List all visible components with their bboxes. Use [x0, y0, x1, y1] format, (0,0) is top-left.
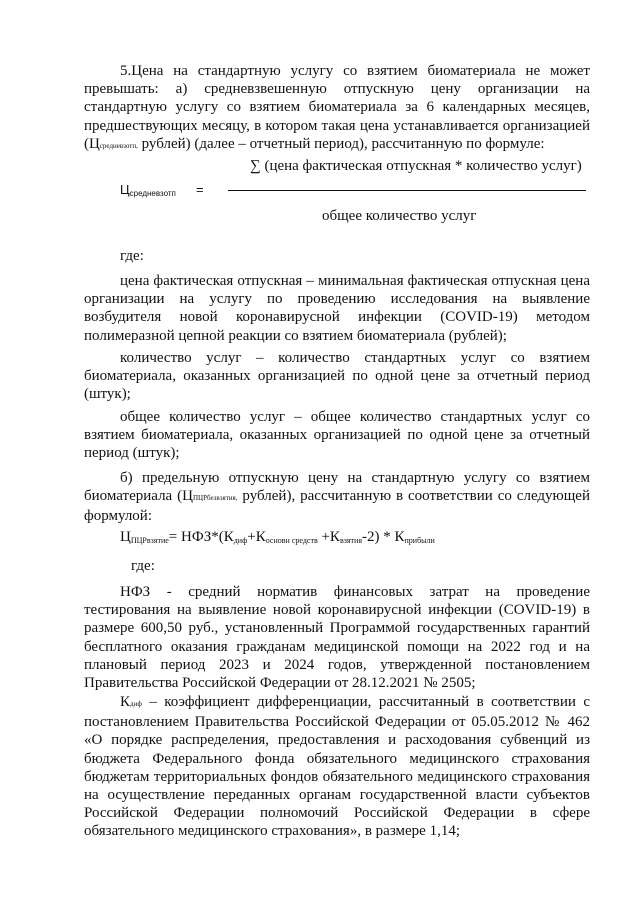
definition-total: общее количество услуг – общее количество стандартных услуг со взятием биоматериала, оказанных организацией по одной цене за отчетный период (штук);: [84, 409, 590, 462]
formula-1-numerator: ∑ (цена фактическая отпускная * количество услуг): [250, 158, 582, 174]
paragraph-5: [84, 62, 590, 155]
definition-kdif-text: – коэффициент дифференциации, рассчитанный в соответствии с постановлением Правительства Российской Федерации от 05.05.2012 № 462 «О порядке распределения, предоставления и расходования субвенций из бюджета Федерального фонда обязательного медицинского страхования бюджетам территориальных фондов обязательного медицинского страхования на осуществление переданных органам государственной власти субъектов Российской Федерации полномочий Российской Федерации в сфере обязательного медицинского страхования», в размере 1,14;: [84, 694, 590, 840]
paragraph-5-text: 5.Цена на стандартную услугу со взятием биоматериала не может превышать: а) средневзвешенную отпускную цену организации на стандартную услугу со взятием биоматериала за 6 календарных месяцев, предшествующих месяцу, в котором такая цена устанавливается организацией (Ц: [84, 63, 590, 152]
formula-2-c: Ц: [120, 529, 131, 545]
formula-2-c-subscript: ПЦРвзятие: [130, 536, 169, 545]
formula-2-nfz: = НФЗ*(К: [168, 529, 234, 545]
where-label-2: где:: [131, 558, 155, 574]
paragraph-b-subscript: ПЦРбезвзятия,: [192, 494, 238, 503]
formula-1-lhs-subscript: средневзотп: [129, 189, 176, 198]
formula-1-denominator: общее количество услуг: [322, 208, 477, 224]
definition-count: количество услуг – количество стандартных услуг со взятием биоматериала, оказанных организацией по одной цене за отчетный период (штук);: [84, 350, 590, 403]
formula-2-kdif-subscript: диф: [233, 536, 248, 545]
where-label-1: где:: [120, 248, 144, 264]
formula-2-plus-1: +К: [247, 529, 266, 545]
definition-kdif: [84, 693, 590, 841]
definition-price: цена фактическая отпускная – минимальная фактическая отпускная цена организации на услугу по проведению исследования на выявление возбудителя новой коронавирусной инфекции (COVID-19) методом полимеразной цепной реакции со взятием биоматериала (рублей);: [84, 273, 590, 344]
formula-1-lhs-main: Ц: [120, 182, 130, 197]
formula-1-fraction-bar: [228, 190, 586, 191]
paragraph-5-subscript: средневзотп,: [99, 141, 138, 150]
formula-2-kos-subscript: основн средств: [265, 536, 318, 545]
paragraph-b-text: б) предельную отпускную цену на стандартную услугу со взятием биоматериала (Ц: [84, 470, 590, 505]
paragraph-b: [84, 469, 590, 526]
formula-2-kpr-subscript: прибыли: [404, 536, 435, 545]
formula-2-plus-2: +К: [317, 529, 340, 545]
formula-2-tail: -2) * К: [362, 529, 405, 545]
definition-kdif-subscript: диф: [130, 700, 142, 708]
definition-nfz: НФЗ - средний норматив финансовых затрат на проведение тестирования на выявление новой коронавирусной инфекции (COVID-19) в размере 600,50 руб., установленный Программой государственных гарантий бесплатного оказания гражданам медицинской помощи на 2022 год и на плановый период 2023 и 2024 годов, утвержденной постановлением Правительства Российской Федерации от 28.12.2021 № 2505;: [84, 584, 590, 692]
paragraph-5-tail: рублей) (далее – отчетный период), рассчитанную по формуле:: [137, 135, 545, 152]
definition-kdif-k: К: [120, 694, 131, 710]
formula-2-kvz-subscript: взятия: [339, 536, 363, 545]
formula-2: [120, 528, 435, 550]
paragraph-b-tail: рублей), рассчитанную в соответствии со следующей формулой:: [84, 488, 590, 525]
formula-1-equals: =: [196, 182, 204, 197]
formula-1-lhs: [120, 181, 176, 203]
